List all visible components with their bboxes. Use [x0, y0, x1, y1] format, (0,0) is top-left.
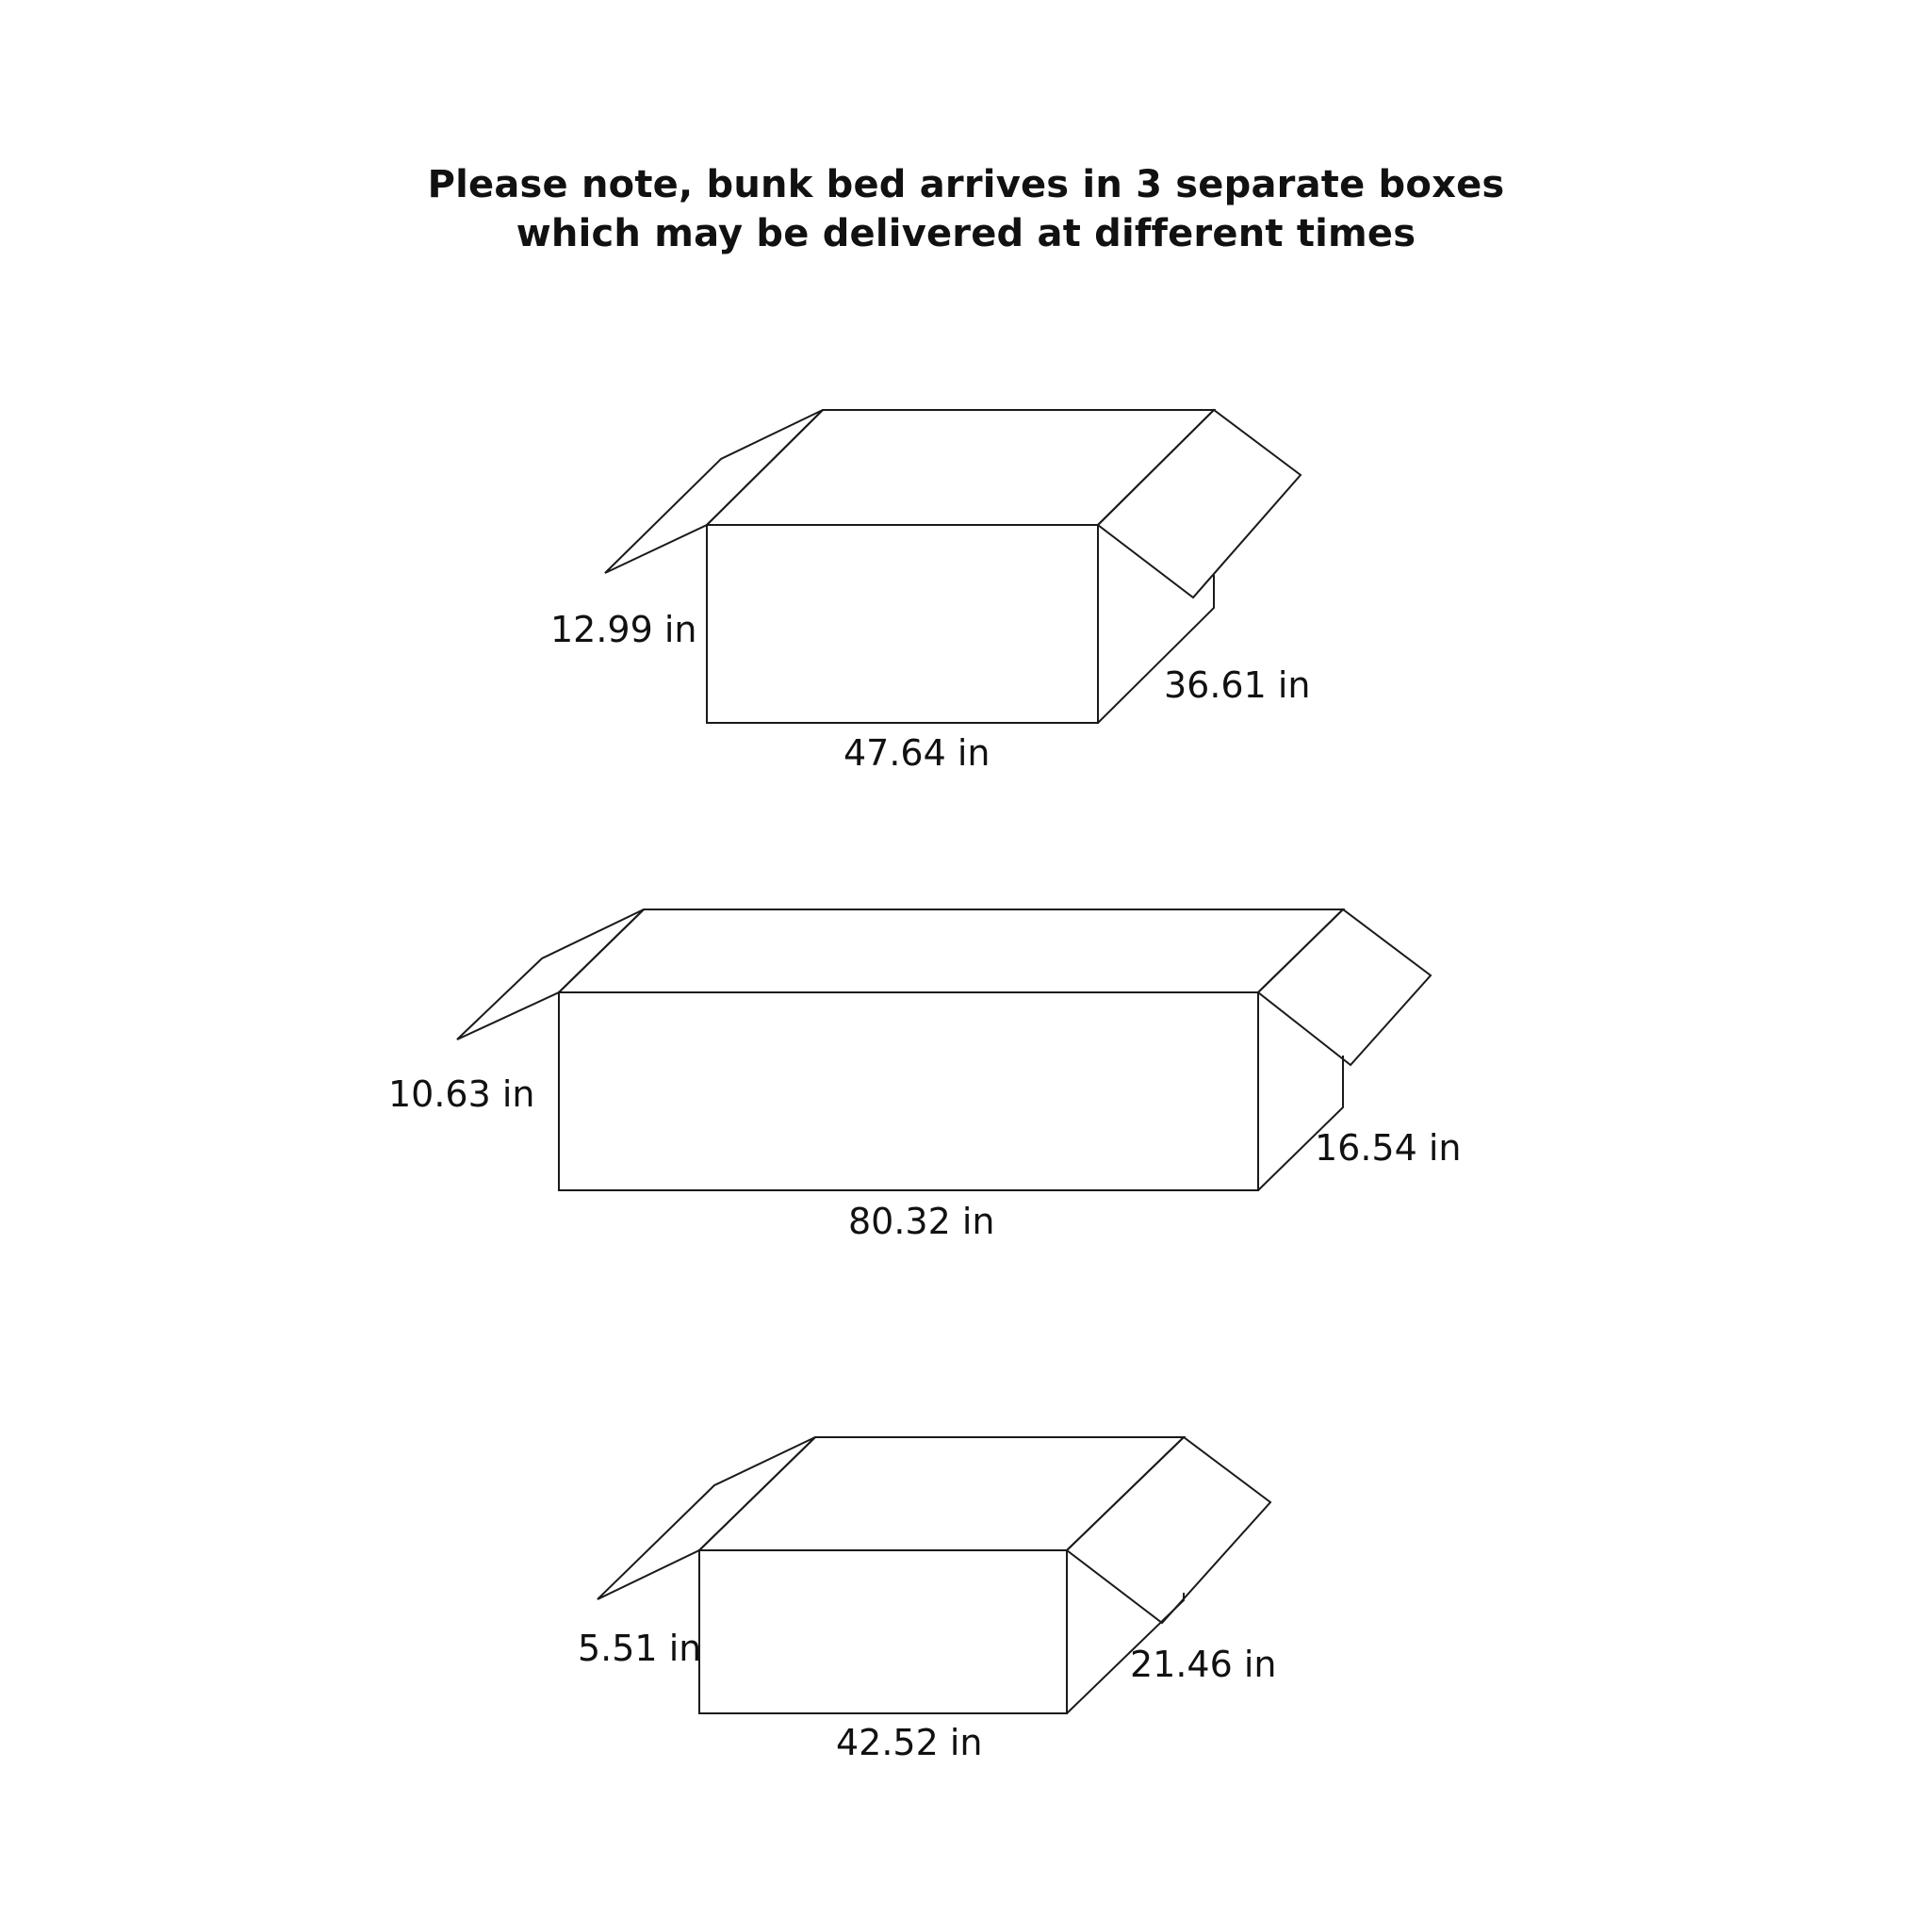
box-3-length-label: 42.52 in: [836, 1722, 983, 1763]
box-2-top-face: [559, 909, 1343, 992]
box-2-right-flap: [1258, 909, 1431, 1065]
box-1-depth-label: 36.61 in: [1164, 664, 1311, 706]
box-3-depth-label: 21.46 in: [1130, 1644, 1277, 1685]
box-1-right-flap: [1098, 410, 1301, 598]
box-2: [457, 909, 1431, 1190]
notice-line-1: Please note, bunk bed arrives in 3 separate boxes: [427, 163, 1505, 206]
box-2-left-flap: [457, 909, 644, 1040]
box-1-left-flap: [605, 410, 823, 573]
box-2-depth-label: 16.54 in: [1315, 1127, 1462, 1169]
notice-line-2: which may be delivered at different times: [516, 212, 1416, 255]
box-2-side-face: [1258, 1056, 1343, 1190]
box-3-front-face: [699, 1550, 1067, 1713]
box-3-left-flap: [598, 1437, 815, 1599]
box-3-top-face: [699, 1437, 1184, 1550]
box-3-right-flap: [1067, 1437, 1270, 1623]
box-1-height-label: 12.99 in: [550, 609, 697, 650]
box-1-front-face: [707, 525, 1098, 723]
box-2-height-label: 10.63 in: [388, 1073, 535, 1115]
box-2-length-label: 80.32 in: [848, 1201, 995, 1242]
box-1-top-face: [707, 410, 1214, 525]
box-2-front-face: [559, 992, 1258, 1190]
box-1-length-label: 47.64 in: [843, 732, 991, 774]
box-3-height-label: 5.51 in: [578, 1628, 702, 1669]
